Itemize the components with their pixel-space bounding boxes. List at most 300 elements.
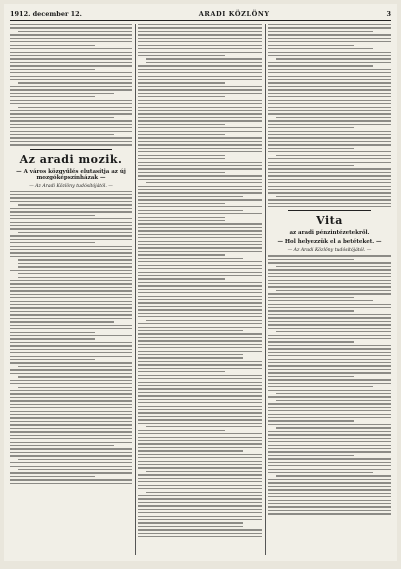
text-line — [268, 297, 354, 298]
text-line — [18, 469, 132, 470]
text-line — [268, 472, 373, 473]
text-line — [268, 127, 354, 128]
text-line — [138, 351, 262, 352]
text-line — [268, 151, 391, 152]
text-line — [268, 324, 391, 325]
text-line — [268, 144, 391, 145]
text-line — [138, 440, 262, 441]
text-line — [138, 302, 262, 303]
text-line — [268, 355, 391, 356]
text-line — [138, 113, 262, 114]
text-line — [10, 69, 95, 70]
text-line — [268, 103, 391, 104]
text-line — [268, 503, 391, 504]
text-line — [10, 390, 132, 391]
text-line — [138, 495, 262, 496]
text-line — [138, 117, 262, 118]
text-line — [138, 526, 243, 527]
text-line — [138, 96, 225, 97]
text-line — [10, 45, 95, 46]
text-line — [138, 488, 262, 489]
text-line — [10, 455, 132, 456]
text-line — [10, 407, 132, 408]
text-line — [138, 103, 262, 104]
text-line — [10, 137, 132, 138]
text-line — [138, 340, 262, 341]
text-line — [268, 141, 391, 142]
text-line — [10, 197, 132, 198]
text-line — [268, 79, 391, 80]
text-line — [18, 232, 132, 233]
text-line — [10, 113, 132, 114]
text-line — [268, 513, 391, 514]
text-line — [138, 354, 243, 355]
text-line — [138, 485, 262, 486]
text-line — [10, 472, 132, 473]
text-line — [138, 519, 262, 520]
text-line — [268, 410, 391, 411]
column-rule — [135, 24, 136, 555]
text-line — [10, 65, 132, 66]
text-line — [10, 393, 132, 394]
text-line — [138, 93, 262, 94]
text-line — [138, 27, 262, 28]
text-line — [10, 414, 132, 415]
text-line — [138, 100, 262, 101]
text-line — [268, 165, 354, 166]
text-line — [138, 148, 262, 149]
text-line — [138, 179, 262, 180]
text-line — [138, 416, 262, 417]
column-rule — [265, 24, 266, 555]
text-line — [138, 272, 262, 273]
text-line — [138, 275, 262, 276]
text-line — [10, 38, 132, 39]
text-line — [268, 206, 391, 207]
text-line — [138, 361, 262, 362]
text-line — [10, 103, 132, 104]
text-line — [10, 211, 132, 212]
text-line — [276, 290, 391, 291]
text-line — [138, 72, 262, 73]
text-line — [138, 399, 262, 400]
text-line — [10, 438, 132, 439]
text-line — [268, 335, 391, 336]
text-line — [10, 208, 132, 209]
text-line — [10, 93, 114, 94]
text-line — [268, 321, 391, 322]
text-line — [138, 223, 262, 224]
text-line — [10, 242, 95, 243]
text-line — [268, 31, 373, 32]
text-line — [138, 378, 262, 379]
text-line — [10, 34, 132, 35]
text-line — [138, 481, 262, 482]
text-line — [10, 283, 132, 284]
text-line — [10, 325, 132, 326]
text-line — [138, 299, 262, 300]
text-line — [138, 203, 225, 204]
article-subtitle: — A város közgyűlés elutasítja az új mozgóképszínházak — — [16, 168, 126, 181]
text-line — [268, 69, 391, 70]
article-text — [10, 191, 132, 484]
text-line — [138, 409, 262, 410]
text-line — [10, 287, 132, 288]
text-line — [268, 417, 391, 418]
text-line — [138, 254, 225, 255]
text-line — [138, 168, 262, 169]
text-line — [138, 196, 243, 197]
text-line — [10, 131, 132, 132]
text-line — [10, 304, 132, 305]
text-line — [138, 120, 262, 121]
text-line — [138, 327, 262, 328]
text-line — [10, 373, 132, 374]
text-line — [268, 269, 391, 270]
text-line — [138, 464, 262, 465]
text-line — [138, 313, 262, 314]
text-line — [10, 359, 95, 360]
column-2 — [138, 24, 262, 555]
text-line — [10, 120, 132, 121]
text-line — [268, 365, 391, 366]
text-line — [268, 455, 354, 456]
text-line — [138, 189, 262, 190]
text-line — [138, 230, 262, 231]
text-line — [138, 443, 262, 444]
text-line — [138, 213, 262, 214]
text-line — [138, 347, 262, 348]
text-line — [276, 58, 391, 59]
text-line — [138, 406, 262, 407]
text-line — [268, 510, 391, 511]
text-line — [10, 235, 132, 236]
text-line — [10, 280, 132, 281]
text-line — [268, 134, 391, 135]
text-line — [138, 385, 262, 386]
text-line — [268, 96, 391, 97]
text-line — [138, 450, 243, 451]
text-line — [10, 124, 132, 125]
text-line — [268, 390, 391, 391]
text-line — [268, 506, 391, 507]
text-line — [10, 86, 132, 87]
text-line — [138, 131, 262, 132]
text-line — [138, 512, 262, 513]
text-line — [146, 182, 262, 183]
text-line — [10, 246, 132, 247]
newspaper-title: ARADI KÖZLÖNY — [198, 10, 270, 18]
text-line — [268, 434, 391, 435]
text-line — [268, 113, 391, 114]
text-line — [10, 72, 132, 73]
text-line — [268, 34, 391, 35]
text-line — [18, 459, 132, 460]
article-text — [268, 255, 391, 514]
text-line — [268, 45, 354, 46]
text-line — [268, 52, 391, 53]
text-line — [10, 117, 114, 118]
text-line — [268, 276, 391, 277]
text-line — [138, 454, 262, 455]
text-line — [138, 227, 262, 228]
page-number: 3 — [386, 10, 391, 18]
text-line — [268, 107, 391, 108]
text-line — [138, 306, 262, 307]
text-line — [138, 529, 262, 530]
text-line — [268, 89, 391, 90]
text-line — [138, 151, 262, 152]
text-line — [10, 445, 114, 446]
text-line — [10, 239, 132, 240]
text-line — [268, 137, 391, 138]
text-line — [10, 100, 132, 101]
text-line — [268, 441, 391, 442]
text-line — [138, 344, 262, 345]
text-line — [268, 376, 354, 377]
text-line — [268, 86, 391, 87]
text-line — [268, 341, 354, 342]
text-line — [10, 41, 132, 42]
issue-date: 1912. december 12. — [10, 10, 82, 18]
text-line — [138, 79, 262, 80]
text-line — [138, 388, 262, 389]
text-line — [10, 218, 132, 219]
text-line — [268, 438, 391, 439]
text-line — [138, 402, 262, 403]
text-line — [138, 144, 262, 145]
text-line — [146, 62, 262, 63]
text-line — [268, 120, 391, 121]
text-line — [268, 479, 391, 480]
text-line — [10, 400, 132, 401]
article-headline: Az aradi mozik. — [19, 152, 123, 166]
text-line — [10, 428, 132, 429]
text-line — [268, 55, 391, 56]
text-line — [18, 266, 132, 267]
text-line — [10, 134, 114, 135]
text-line — [10, 431, 132, 432]
text-line — [138, 330, 243, 331]
text-line — [268, 189, 391, 190]
text-line — [138, 474, 262, 475]
text-line — [10, 127, 132, 128]
text-line — [10, 318, 132, 319]
text-line — [276, 475, 391, 476]
text-line — [138, 412, 262, 413]
text-line — [268, 482, 391, 483]
text-line — [276, 266, 391, 267]
text-line — [138, 337, 262, 338]
text-line — [268, 283, 391, 284]
text-line — [268, 124, 391, 125]
text-line — [268, 345, 391, 346]
text-line — [268, 179, 391, 180]
text-line — [10, 311, 132, 312]
text-line — [138, 48, 262, 49]
text-line — [138, 124, 225, 125]
text-line — [138, 333, 262, 334]
text-line — [268, 307, 391, 308]
article-byline: — Az Aradi Közlöny tudósítójától. — — [29, 183, 113, 189]
text-line — [268, 158, 391, 159]
text-line — [268, 82, 391, 83]
text-line — [268, 24, 391, 25]
text-line — [138, 516, 262, 517]
text-line — [10, 62, 132, 63]
text-line — [268, 310, 354, 311]
text-line — [10, 424, 132, 425]
text-line — [10, 483, 132, 484]
text-line — [268, 448, 391, 449]
text-line — [10, 356, 132, 357]
text-line — [268, 186, 391, 187]
text-line — [138, 509, 262, 510]
text-line — [10, 321, 114, 322]
text-line — [10, 362, 132, 363]
text-line — [138, 134, 225, 135]
text-line — [138, 165, 262, 166]
text-line — [10, 270, 132, 271]
text-line — [276, 427, 391, 428]
text-line — [268, 469, 391, 470]
text-line — [18, 82, 132, 83]
text-line — [276, 196, 391, 197]
text-line — [268, 445, 391, 446]
text-line — [146, 426, 262, 427]
text-line — [138, 433, 262, 434]
text-line — [268, 182, 391, 183]
text-line — [10, 191, 132, 192]
text-line — [10, 256, 132, 257]
text-line — [268, 462, 391, 463]
text-line — [146, 320, 262, 321]
text-line — [10, 294, 132, 295]
text-line — [18, 204, 132, 205]
text-line — [10, 380, 132, 381]
text-line — [138, 282, 262, 283]
text-line — [138, 268, 262, 269]
text-line — [138, 247, 262, 248]
text-line — [138, 217, 225, 218]
text-line — [268, 493, 391, 494]
text-line — [10, 110, 132, 111]
text-line — [138, 158, 225, 159]
text-line — [138, 76, 262, 77]
text-line — [268, 175, 391, 176]
article-subtitle: az aradi pénzintézetekről. — [289, 230, 370, 237]
text-line — [138, 292, 262, 293]
text-line — [10, 383, 132, 384]
text-line — [268, 486, 391, 487]
text-line — [268, 362, 391, 363]
text-line — [18, 263, 132, 264]
text-line — [138, 357, 243, 358]
text-line — [138, 199, 262, 200]
text-line — [138, 289, 262, 290]
text-line — [138, 467, 262, 468]
text-line — [10, 141, 132, 142]
text-line — [138, 141, 262, 142]
text-line — [10, 479, 132, 480]
text-line — [138, 45, 262, 46]
text-line — [268, 255, 391, 256]
text-line — [138, 34, 262, 35]
text-line — [10, 297, 132, 298]
text-line — [138, 55, 225, 56]
text-line — [268, 48, 373, 49]
text-line — [10, 252, 132, 253]
text-line — [138, 419, 262, 420]
text-line — [10, 421, 132, 422]
text-line — [138, 220, 225, 221]
text-line — [138, 430, 225, 431]
text-line — [10, 89, 132, 90]
masthead — [10, 8, 391, 21]
text-line — [138, 258, 243, 259]
text-line — [268, 424, 391, 425]
text-line — [10, 249, 132, 250]
text-line — [268, 76, 391, 77]
text-line — [18, 259, 132, 260]
article-byline: — Az Aradi Közlöny tudósítójától. — — [287, 248, 372, 254]
text-line — [268, 372, 391, 373]
text-line — [138, 323, 262, 324]
text-line — [10, 314, 132, 315]
text-line — [138, 69, 262, 70]
text-line — [138, 86, 262, 87]
text-line — [10, 462, 132, 463]
text-line — [18, 387, 132, 388]
text-line — [10, 404, 132, 405]
text-line — [10, 222, 132, 223]
column-3 — [268, 24, 391, 555]
text-line — [276, 400, 391, 401]
text-line — [138, 478, 262, 479]
article-text — [10, 24, 132, 146]
text-line — [10, 201, 132, 202]
text-line — [268, 27, 391, 28]
text-line — [268, 369, 391, 370]
text-line — [10, 24, 132, 25]
text-line — [18, 366, 132, 367]
column-1 — [10, 24, 132, 555]
text-line — [10, 435, 132, 436]
text-line — [138, 498, 262, 499]
text-line — [268, 168, 391, 169]
text-line — [146, 471, 262, 472]
text-line — [138, 316, 262, 317]
article-headline: Vita — [316, 214, 343, 228]
text-line — [138, 296, 262, 297]
text-line — [138, 309, 262, 310]
text-line — [268, 431, 391, 432]
article-subtitle-2: — Hol helyezzük el a betéteket. — — [277, 239, 382, 246]
text-line — [138, 437, 262, 438]
text-line — [268, 407, 391, 408]
text-line — [138, 162, 262, 163]
text-line — [18, 277, 132, 278]
text-line — [138, 244, 262, 245]
text-line — [268, 359, 391, 360]
text-line — [276, 155, 391, 156]
text-line — [268, 203, 391, 204]
text-line — [10, 215, 95, 216]
text-line — [268, 259, 354, 260]
text-line — [268, 162, 391, 163]
text-line — [268, 338, 391, 339]
text-line — [268, 414, 391, 415]
